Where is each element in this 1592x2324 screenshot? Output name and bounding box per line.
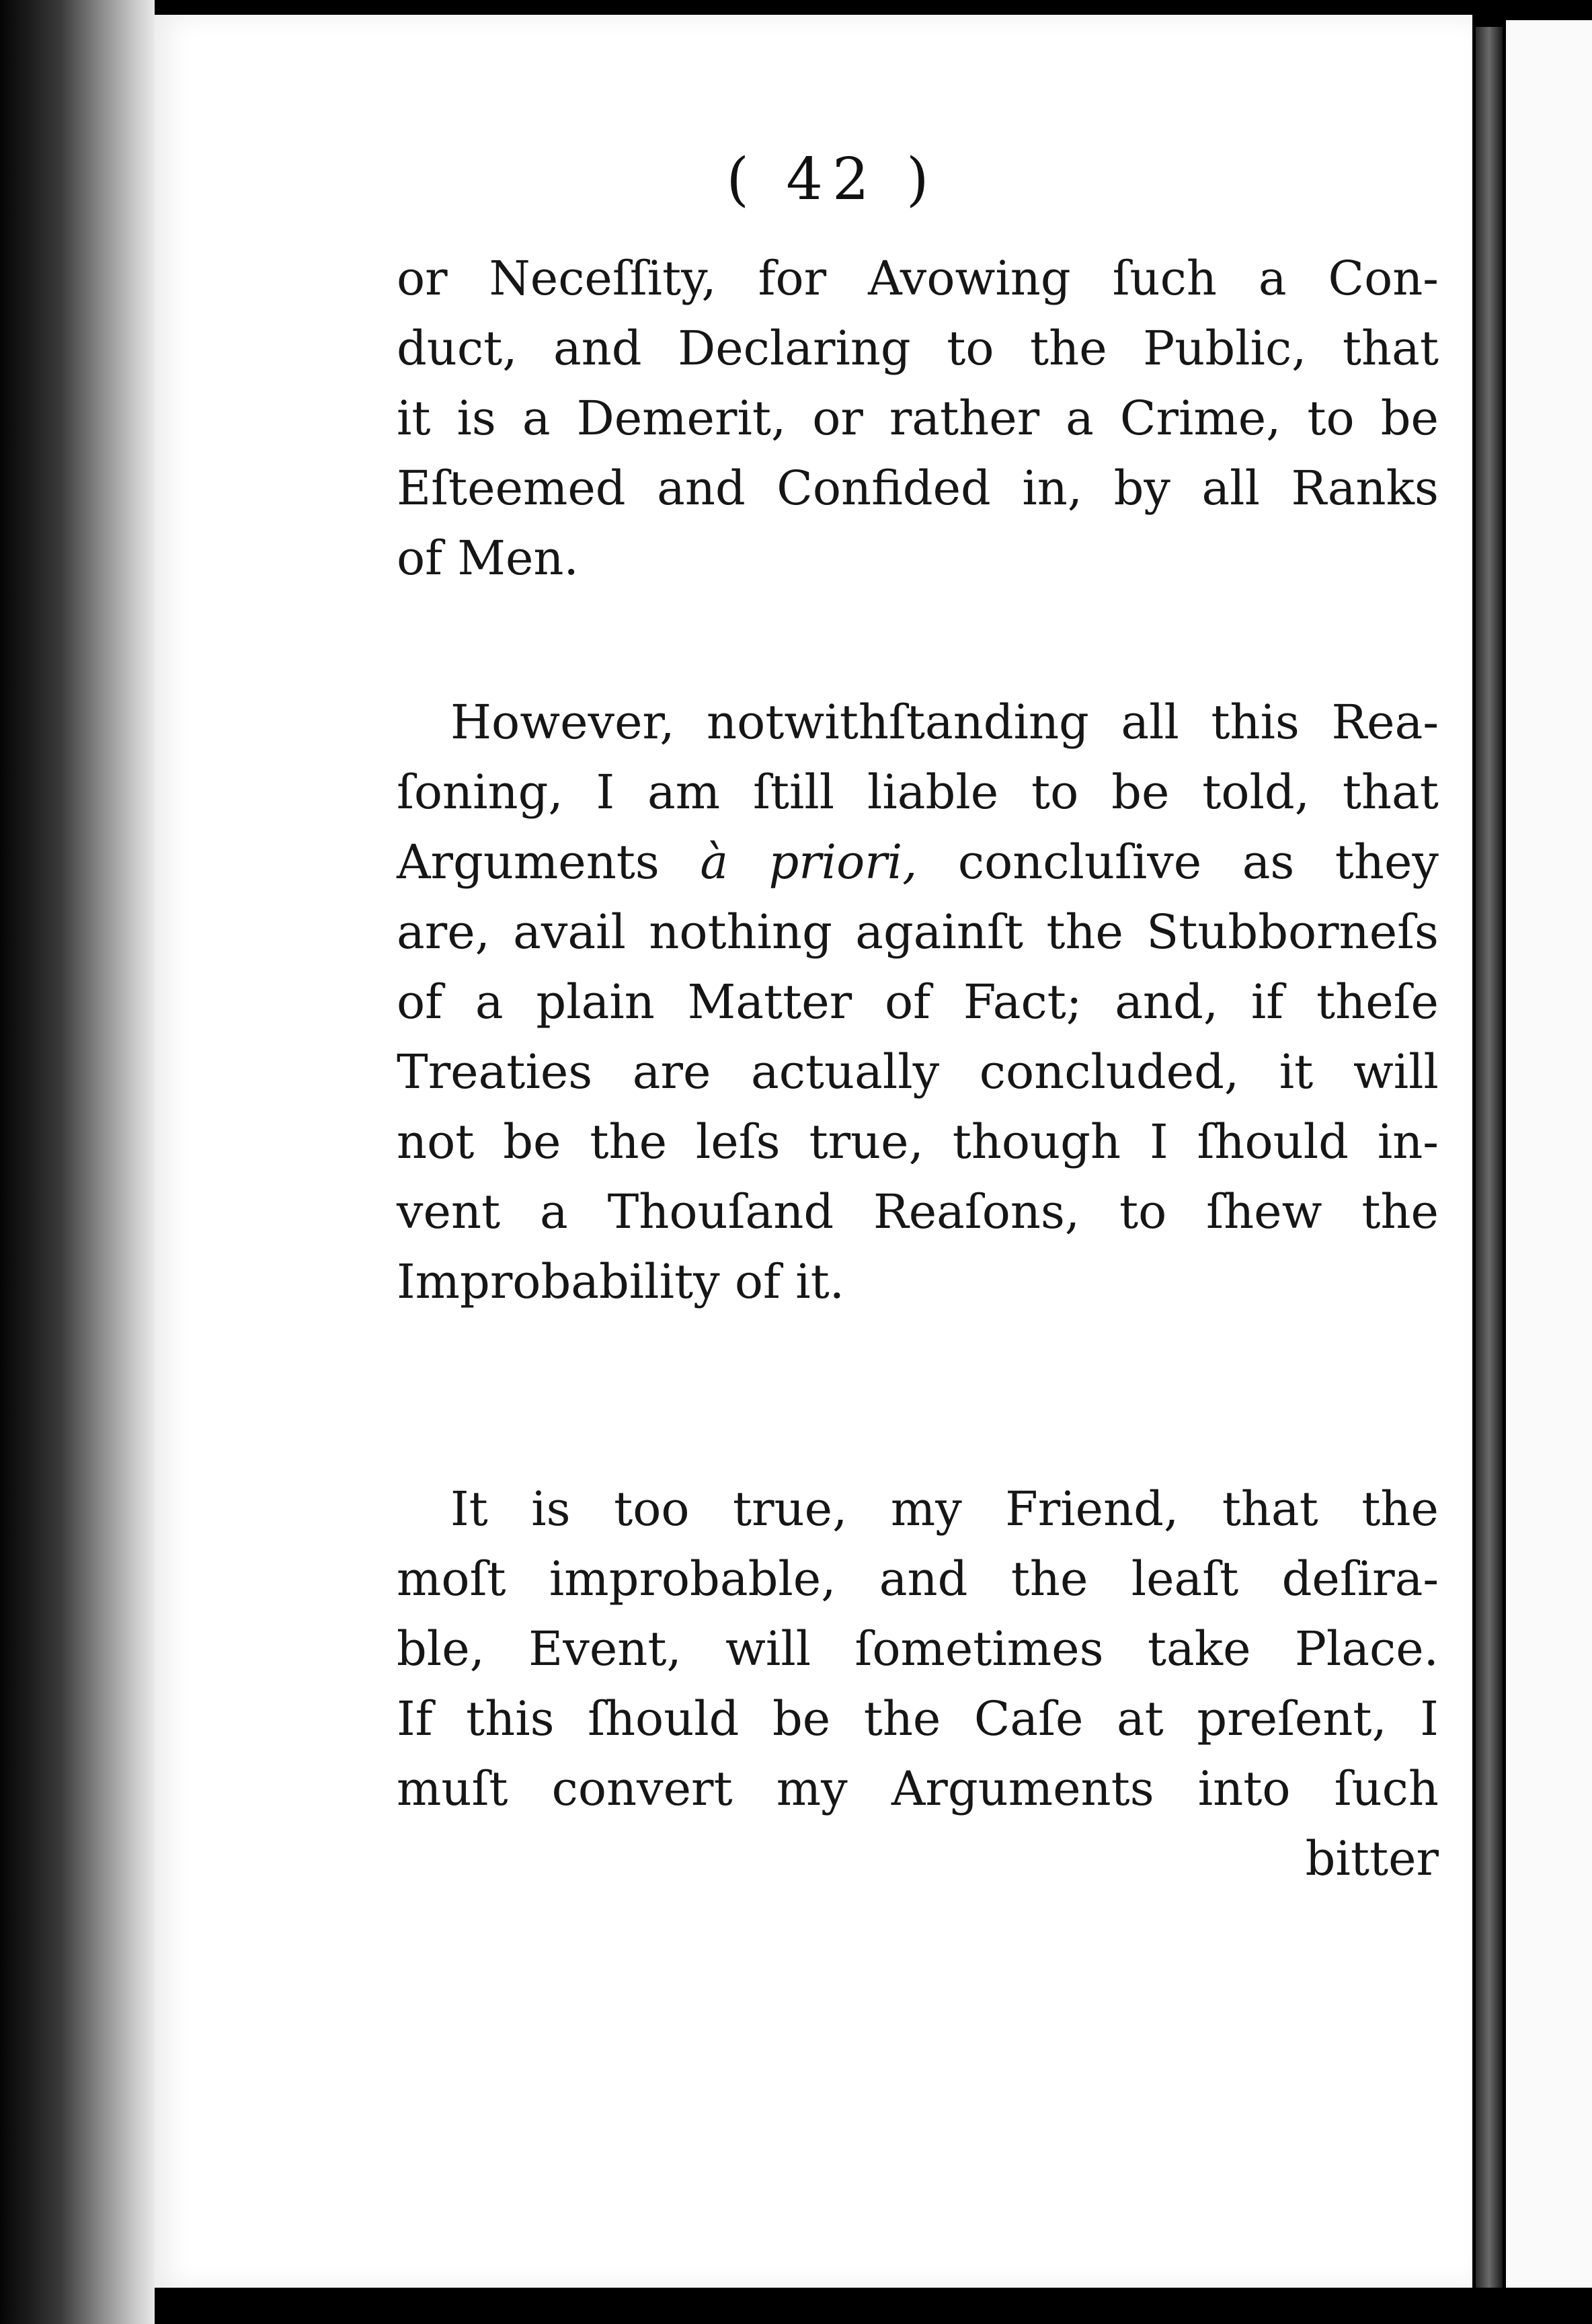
bottom-scan-edge [155,2288,1592,2324]
word: a [540,1184,568,1239]
word: deſira- [1281,1551,1439,1606]
text-line [397,967,1439,1037]
word: muſt [397,1761,508,1816]
word: againſt [855,904,1024,960]
text-line [397,313,1439,383]
word: they [1335,835,1439,890]
word: ſhould [1197,1114,1349,1169]
word: Con- [1328,251,1439,306]
word: by [1113,461,1170,516]
word: priori, [768,835,918,890]
word: that [1222,1481,1318,1537]
word: I [1149,1114,1168,1169]
word: be [1380,391,1439,446]
facing-page-sliver [1506,20,1592,2293]
catchword: bitter [1305,1831,1439,1886]
word: told, [1202,765,1310,820]
word: and [553,321,642,376]
word: Arguments [891,1761,1154,1816]
text-line [397,1474,1439,1544]
word: Neceſſity, [489,251,717,306]
word: that [1342,321,1439,376]
word: improbable, [549,1551,836,1606]
word: Matter [687,974,852,1030]
word: Ranks [1291,461,1439,516]
word: Crime, [1119,391,1281,446]
word: Place. [1294,1621,1439,1676]
word: the [1361,1184,1439,1239]
word: and, [1115,974,1219,1030]
word: a [522,391,551,446]
word: will [1353,1044,1439,1099]
text-line [397,383,1439,453]
word: it [397,391,431,446]
text-line [397,453,1439,523]
paragraph-3 [397,1474,1439,1894]
word: are [632,1044,711,1099]
word: take [1147,1621,1251,1676]
word: this [1211,695,1300,750]
word: liable [867,765,999,820]
word: Caſe [973,1691,1084,1746]
word: a [1066,391,1094,446]
book-gutter-edge [0,0,155,2324]
word: I [1420,1691,1439,1746]
word: true, [809,1114,924,1169]
word: leaſt [1131,1551,1239,1606]
word: or [397,251,448,306]
word: It [450,1481,488,1537]
word: Fact; [963,974,1082,1030]
word: all [1121,695,1179,750]
word: the [863,1691,941,1746]
word: to [1119,1184,1167,1239]
word: a [475,974,504,1030]
paragraph-2 [397,687,1439,1317]
word: is [456,391,496,446]
word: ſtill [752,765,835,820]
text-line [397,1614,1439,1684]
word: notwithſtanding [707,695,1089,750]
word: this [466,1691,555,1746]
word: Avowing [868,251,1071,306]
word: all [1201,461,1260,516]
text-line [397,243,1439,313]
word: it [1279,1044,1314,1099]
word: à [700,835,729,890]
word: the [1046,904,1123,960]
word: ſuch [1334,1761,1439,1816]
word: nothing [649,904,832,960]
word: will [725,1621,811,1676]
word: leſs [695,1114,781,1169]
word: ble, [397,1621,485,1676]
word: However, [450,695,675,750]
book-spine-shadow [1476,27,1503,2307]
text-line [397,1684,1439,1754]
word: concluded, [979,1044,1240,1099]
word: theſe [1316,974,1439,1030]
word: ſoning, [397,765,563,820]
word: rather [889,391,1040,446]
text-line [397,897,1439,967]
word: ſhould [588,1691,740,1746]
word: though [952,1114,1121,1169]
word: convert [551,1761,733,1816]
word: of [885,974,931,1030]
word: preſent, [1197,1691,1387,1746]
word: actually [750,1044,940,1099]
word: if [1250,974,1284,1030]
word: is [531,1481,571,1537]
word: Arguments [397,835,660,890]
word: If [397,1691,433,1746]
word: plain [536,974,655,1030]
word: ſuch [1112,251,1217,306]
text-line [397,1177,1439,1247]
word: not [397,1114,475,1169]
word: of [397,974,443,1030]
word: the [1010,1551,1088,1606]
word: be [772,1691,831,1746]
word: to [1031,765,1079,820]
word: the [1030,321,1107,376]
word: into [1197,1761,1291,1816]
text-line [397,687,1439,757]
text-line [397,827,1439,897]
word: or [812,391,863,446]
word: too [614,1481,690,1537]
word: Rea- [1331,695,1439,750]
word: I [596,765,615,820]
word: in- [1377,1114,1439,1169]
word: as [1242,835,1295,890]
text-line [397,1544,1439,1614]
word: ſometimes [854,1621,1104,1676]
word: that [1342,765,1439,820]
word: at [1116,1691,1164,1746]
word: be [503,1114,561,1169]
word: moſt [397,1551,506,1606]
word: and [879,1551,968,1606]
book-page [155,15,1472,2288]
text-line: Improbability of it. [397,1254,844,1309]
text-line [397,1107,1439,1177]
text-line: of Men. [397,531,579,586]
word: Thouſand [607,1184,834,1239]
word: true, [732,1481,848,1537]
word: for [758,251,827,306]
word: Friend, [1005,1481,1179,1537]
word: Stubborneſs [1146,904,1439,960]
word: a [1258,251,1287,306]
word: avail [513,904,626,960]
word: Declaring [678,321,911,376]
word: Public, [1143,321,1307,376]
text-line [397,1754,1439,1824]
word: be [1111,765,1170,820]
word: Reaſons, [873,1184,1080,1239]
text-line [397,757,1439,827]
word: concluſive [957,835,1202,890]
word: to [1307,391,1355,446]
word: and [657,461,746,516]
word: am [647,765,721,820]
word: Treaties [397,1044,593,1099]
word: Event, [528,1621,682,1676]
word: Eſteemed [397,461,626,516]
word: Demerit, [576,391,787,446]
word: to [947,321,994,376]
word: in, [1022,461,1083,516]
word: the [1361,1481,1439,1537]
word: the [590,1114,668,1169]
word: are, [397,904,490,960]
word: ſhew [1206,1184,1322,1239]
word: Confided [777,461,991,516]
word: my [890,1481,962,1537]
word: duct, [397,321,518,376]
word: vent [397,1184,501,1239]
text-line [397,1037,1439,1107]
word: my [776,1761,848,1816]
paragraph-1 [397,243,1439,593]
page-number: ( 42 ) [726,146,939,213]
